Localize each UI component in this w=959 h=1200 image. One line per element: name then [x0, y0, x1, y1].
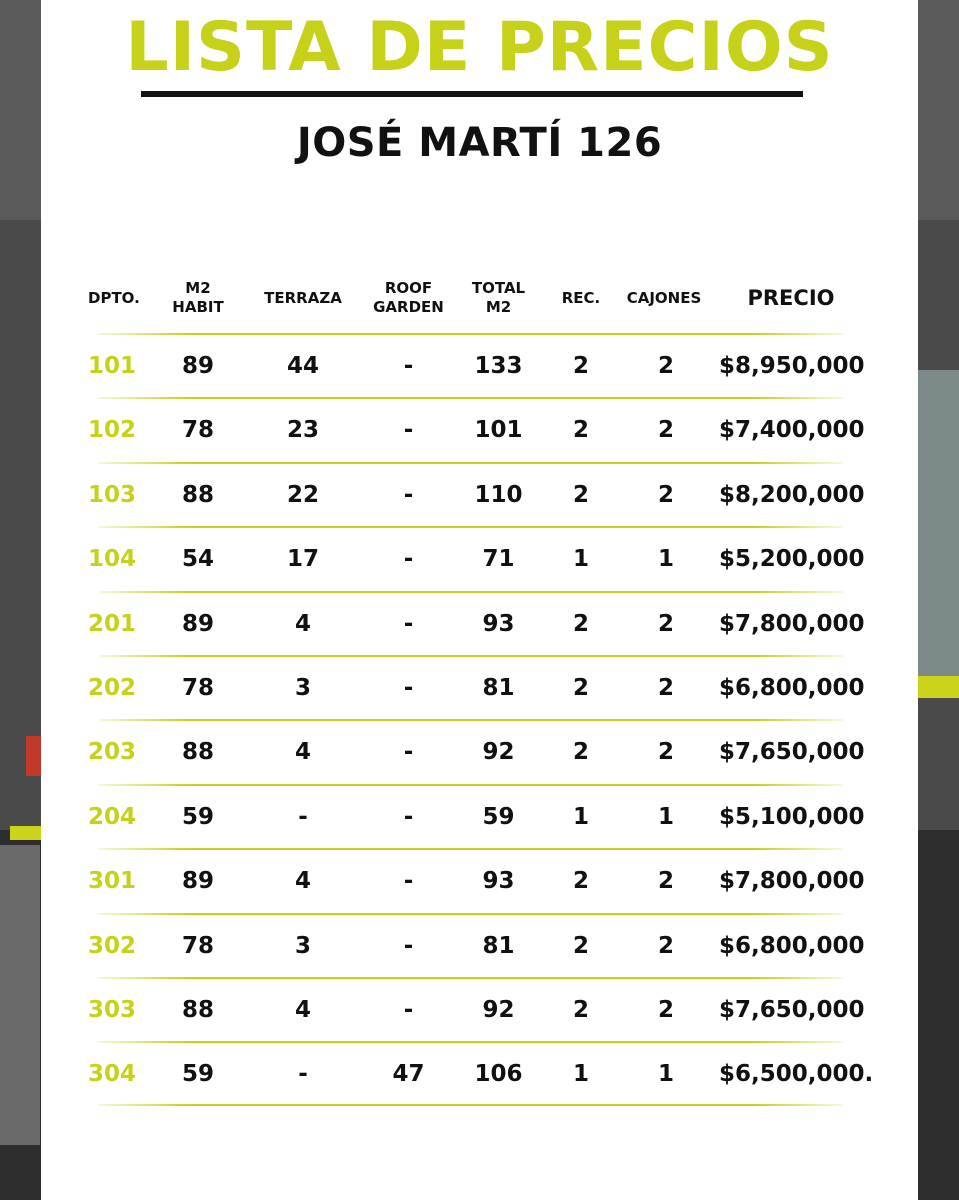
cell-total-m2: 93: [482, 868, 515, 895]
cell-cajones: 2: [657, 610, 674, 637]
cell-m2-habit: 78: [181, 417, 214, 444]
cell-roof-garden: -: [403, 546, 414, 573]
header-precio: PRECIO: [747, 285, 835, 310]
cell-rec: 2: [572, 932, 589, 959]
cell-m2-habit: 89: [181, 868, 214, 895]
cell-roof-garden: -: [403, 481, 414, 508]
cell-terraza: 4: [294, 997, 311, 1023]
table-row: [41, 526, 918, 590]
cell-terraza: 4: [294, 739, 311, 766]
cell-total-m2: 81: [482, 932, 515, 959]
cell-precio: $7,400,000: [719, 417, 865, 444]
cell-dpto: 302: [88, 932, 137, 959]
cell-roof-garden: 47: [392, 1061, 425, 1088]
cell-m2-habit: 88: [181, 739, 214, 766]
cell-m2-habit: 78: [181, 932, 214, 959]
cell-total-m2: 110: [474, 481, 523, 508]
cell-dpto: 301: [88, 868, 137, 895]
cell-cajones: 2: [657, 481, 674, 508]
cell-terraza: 3: [294, 675, 311, 701]
cell-cajones: 2: [657, 739, 674, 766]
cell-rec: 2: [572, 481, 589, 508]
table-row: [41, 784, 918, 848]
cell-terraza: -: [298, 803, 308, 830]
cell-dpto: 203: [88, 739, 137, 766]
table-row: [41, 333, 918, 397]
cell-total-m2: 92: [482, 997, 515, 1023]
cell-roof-garden: -: [403, 868, 414, 895]
cell-dpto: 304: [88, 1061, 137, 1088]
cell-roof-garden: -: [403, 417, 414, 444]
cell-terraza: 3: [294, 932, 311, 959]
background-photo-right: [917, 370, 959, 680]
header-roof-garden: ROOF GARDEN: [373, 279, 444, 316]
cell-cajones: 2: [657, 417, 674, 444]
cell-precio: $6,500,000.: [719, 1061, 874, 1088]
table-row: [41, 719, 918, 783]
table-row: [41, 655, 918, 719]
cell-terraza: 23: [286, 417, 319, 444]
cell-rec: 2: [572, 997, 589, 1023]
cell-total-m2: 106: [474, 1061, 523, 1088]
table-row: [41, 462, 918, 526]
cell-rec: 2: [572, 610, 589, 637]
header-dpto: DPTO.: [88, 288, 140, 307]
header-terraza: TERRAZA: [264, 288, 342, 307]
header-total-m2: TOTAL M2: [471, 279, 526, 316]
page-title: LISTA DE PRECIOS: [125, 8, 834, 87]
cell-precio: $7,800,000: [719, 610, 865, 637]
cell-dpto: 102: [88, 417, 137, 444]
cell-dpto: 204: [88, 803, 137, 830]
cell-rec: 1: [572, 803, 589, 830]
cell-cajones: 1: [657, 803, 674, 830]
cell-roof-garden: -: [403, 932, 414, 959]
cell-precio: $6,800,000: [719, 675, 865, 701]
cell-precio: $7,650,000: [719, 739, 865, 766]
cell-rec: 2: [572, 675, 589, 701]
table-row: [41, 848, 918, 912]
cell-roof-garden: -: [403, 675, 414, 701]
cell-dpto: 104: [88, 546, 137, 573]
cell-total-m2: 93: [482, 610, 515, 637]
cell-terraza: 4: [294, 610, 311, 637]
header-rec: REC.: [561, 288, 601, 307]
cell-dpto: 103: [88, 481, 137, 508]
cell-roof-garden: -: [403, 739, 414, 766]
cell-rec: 1: [572, 546, 589, 573]
cell-rec: 2: [572, 353, 589, 379]
cell-precio: $7,800,000: [719, 868, 865, 895]
title-underline: [141, 91, 803, 97]
header-m2-habit: M2 HABIT: [172, 279, 224, 316]
cell-m2-habit: 88: [181, 481, 214, 508]
cell-m2-habit: 78: [181, 675, 214, 701]
cell-terraza: 22: [286, 481, 319, 508]
cell-m2-habit: 59: [181, 1061, 214, 1088]
cell-cajones: 2: [657, 353, 674, 379]
cell-precio: $6,800,000: [719, 932, 865, 959]
header-cajones: CAJONES: [626, 288, 702, 307]
cell-precio: $8,950,000: [719, 353, 865, 379]
cell-rec: 2: [572, 417, 589, 444]
cell-terraza: 4: [294, 868, 311, 895]
cell-cajones: 2: [657, 675, 674, 701]
cell-m2-habit: 54: [181, 546, 214, 573]
table-row: [41, 977, 918, 1041]
cell-terraza: 44: [286, 353, 319, 379]
table-row: [41, 397, 918, 461]
table-row: [41, 1041, 918, 1105]
cell-rec: 1: [572, 1061, 589, 1088]
cell-precio: $5,100,000: [719, 803, 865, 830]
cell-total-m2: 71: [482, 546, 515, 573]
cell-m2-habit: 59: [181, 803, 214, 830]
cell-total-m2: 92: [482, 739, 515, 766]
cell-m2-habit: 89: [181, 610, 214, 637]
cell-precio: $5,200,000: [719, 546, 865, 573]
cell-m2-habit: 89: [181, 353, 214, 379]
cell-total-m2: 101: [474, 417, 523, 444]
cell-total-m2: 81: [482, 675, 515, 701]
cell-total-m2: 133: [474, 353, 523, 379]
cell-cajones: 1: [657, 1061, 674, 1088]
cell-terraza: 17: [286, 546, 319, 573]
cell-precio: $7,650,000: [719, 997, 865, 1023]
cell-terraza: -: [298, 1061, 308, 1088]
cell-cajones: 1: [657, 546, 674, 573]
cell-cajones: 2: [657, 932, 674, 959]
cell-rec: 2: [572, 868, 589, 895]
background-photo-left: [0, 845, 40, 1145]
table-row: [41, 591, 918, 655]
cell-roof-garden: -: [403, 353, 414, 379]
cell-roof-garden: -: [403, 610, 414, 637]
price-list-sheet: [41, 0, 918, 1200]
cell-cajones: 2: [657, 997, 674, 1023]
table-row: [41, 913, 918, 977]
cell-m2-habit: 88: [181, 997, 214, 1023]
cell-rec: 2: [572, 739, 589, 766]
cell-precio: $8,200,000: [719, 481, 865, 508]
table-bottom-rule: [98, 1104, 843, 1106]
cell-dpto: 201: [88, 610, 137, 637]
cell-total-m2: 59: [482, 803, 515, 830]
cell-dpto: 101: [88, 353, 137, 379]
property-address: JOSÉ MARTÍ 126: [296, 120, 663, 166]
cell-dpto: 202: [88, 675, 137, 701]
cell-cajones: 2: [657, 868, 674, 895]
cell-roof-garden: -: [403, 997, 414, 1023]
cell-dpto: 303: [88, 997, 137, 1023]
cell-roof-garden: -: [403, 803, 414, 830]
